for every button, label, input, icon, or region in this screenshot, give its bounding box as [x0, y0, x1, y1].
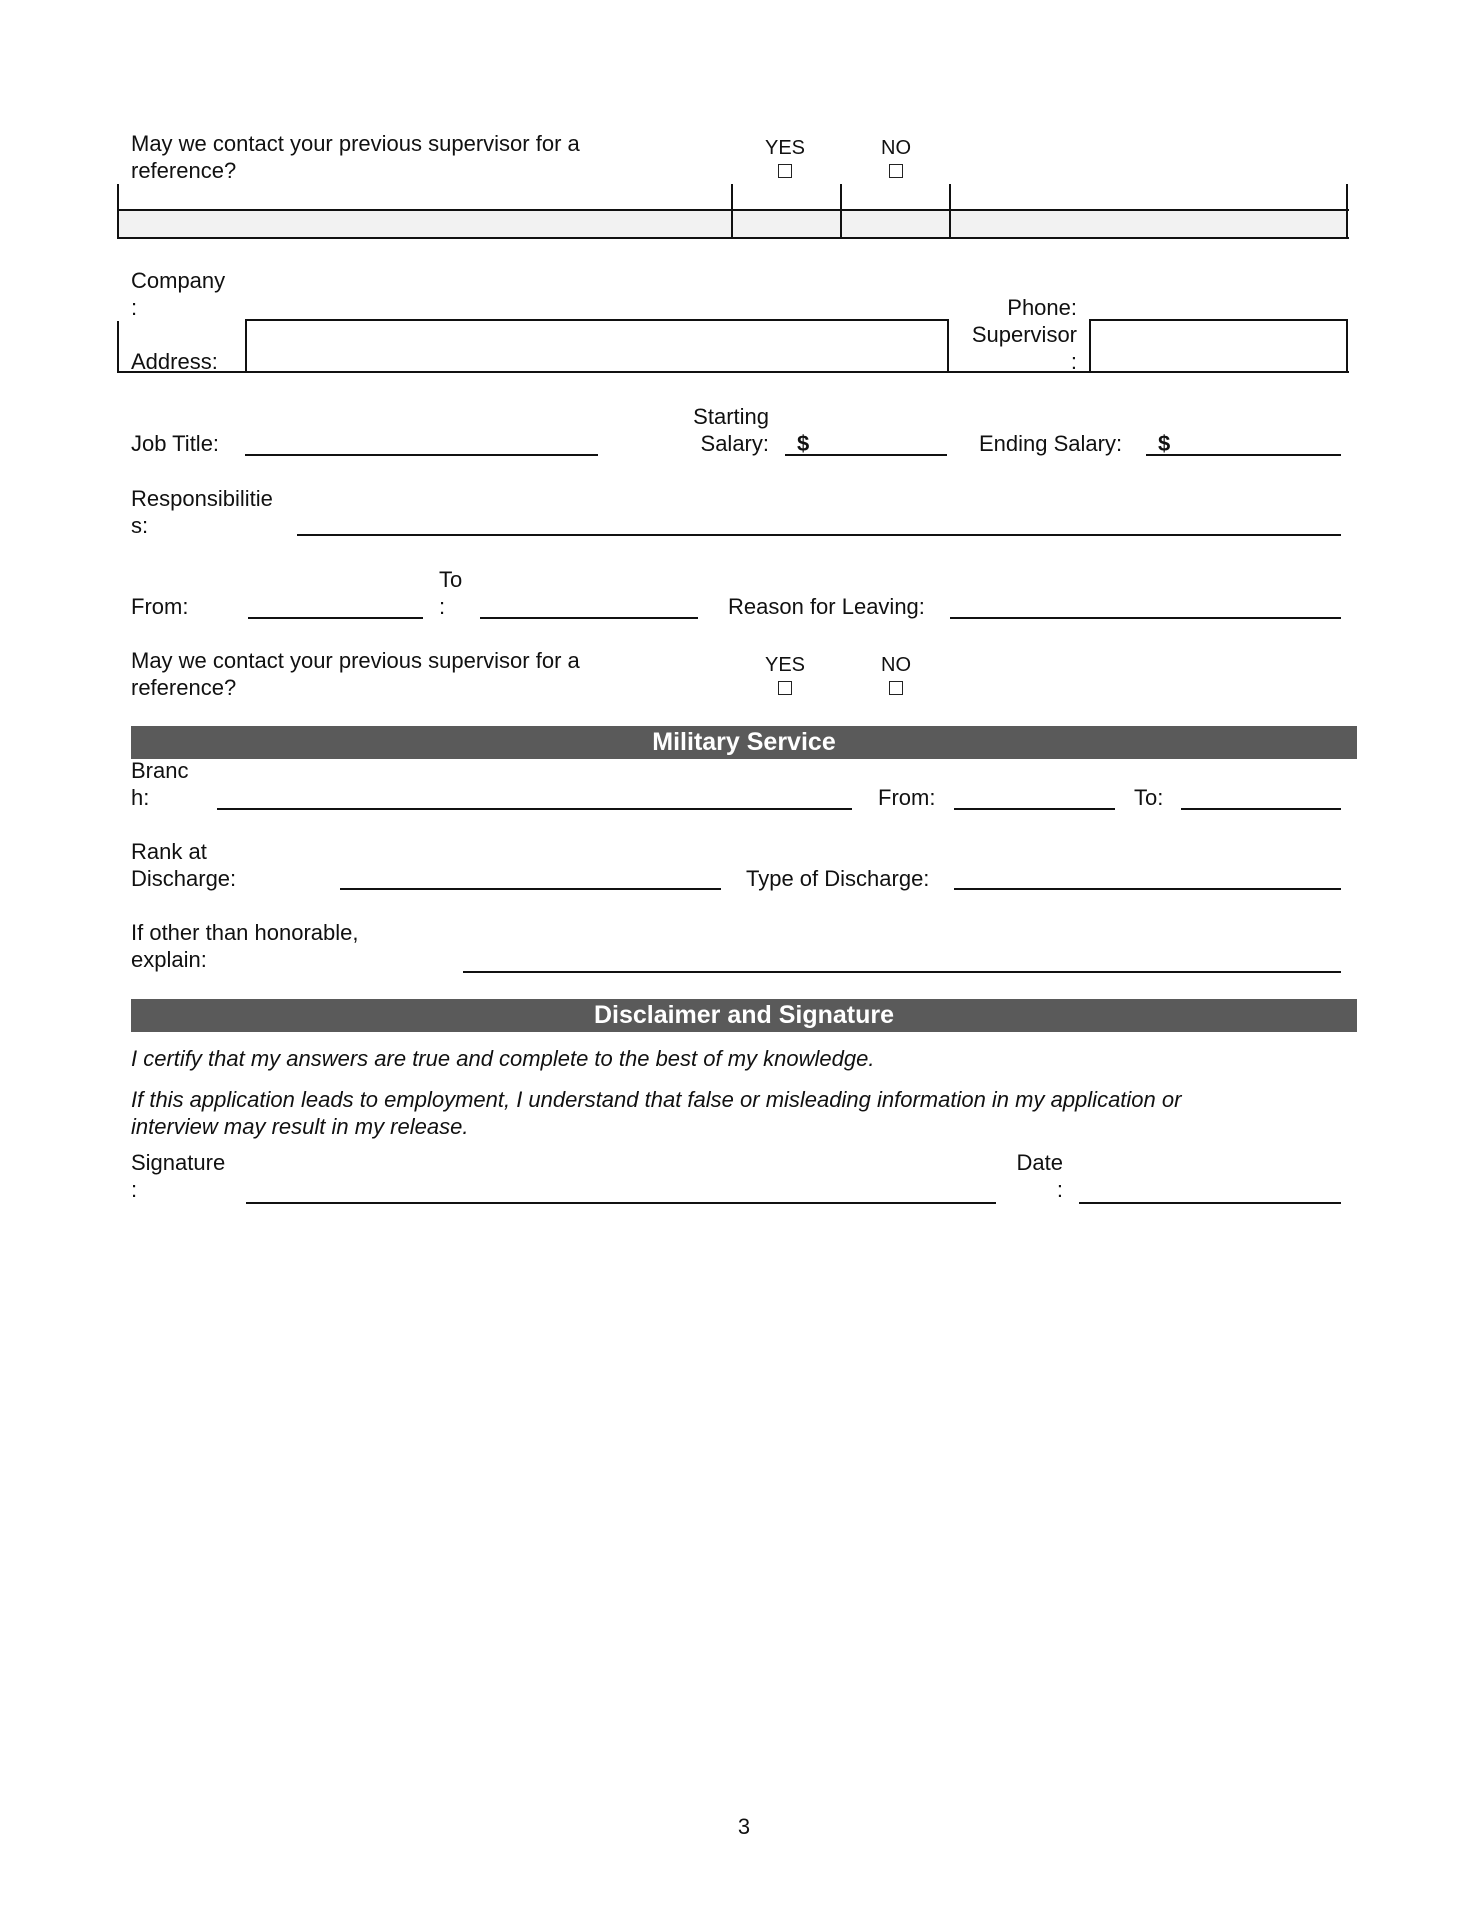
- table-divider: [840, 184, 842, 239]
- military-from-input[interactable]: [954, 808, 1115, 810]
- type-of-discharge-label: Type of Discharge:: [746, 866, 930, 891]
- table-divider: [1346, 184, 1348, 239]
- military-to-input[interactable]: [1181, 808, 1341, 810]
- type-of-discharge-input[interactable]: [954, 888, 1341, 890]
- disclaimer-heading: Disclaimer and Signature: [131, 999, 1357, 1032]
- explain-input[interactable]: [463, 971, 1341, 973]
- signature-input[interactable]: [246, 1202, 996, 1204]
- reason-for-leaving-label: Reason for Leaving:: [728, 594, 925, 619]
- to-label: To :: [439, 567, 463, 619]
- responsibilities-input[interactable]: [297, 534, 1341, 536]
- from-label: From:: [131, 594, 189, 619]
- table-row-shaded: [118, 210, 1348, 237]
- address-row-left-edge: [117, 321, 119, 373]
- branch-label: Branc h:: [131, 758, 189, 810]
- branch-input[interactable]: [217, 808, 852, 810]
- to-input[interactable]: [480, 617, 698, 619]
- table-divider: [117, 184, 119, 239]
- reason-for-leaving-input[interactable]: [950, 617, 1341, 619]
- military-from-label: From:: [878, 785, 936, 810]
- yes-checkbox[interactable]: [778, 164, 792, 178]
- company-label: Company :: [131, 268, 226, 320]
- job-title-label: Job Title:: [131, 431, 220, 456]
- starting-salary-currency: $: [797, 431, 810, 456]
- ending-salary-label: Ending Salary:: [979, 431, 1123, 456]
- military-service-heading: Military Service: [131, 726, 1357, 759]
- explain-label: If other than honorable, explain:: [131, 920, 359, 972]
- certification-statement: I certify that my answers are true and complete to the best of my knowledge.: [131, 1046, 875, 1071]
- yes-label: YES: [764, 654, 806, 676]
- table-rule-bottom: [117, 237, 1349, 239]
- page-number: 3: [737, 1814, 751, 1839]
- supervisor-label: Supervisor :: [971, 322, 1077, 374]
- release-statement: If this application leads to employment, I understand that false or misleading information in my application or interview may result in my release.: [131, 1087, 1182, 1139]
- table-divider: [949, 184, 951, 239]
- ending-salary-currency: $: [1158, 431, 1171, 456]
- date-input[interactable]: [1079, 1202, 1341, 1204]
- yes-checkbox[interactable]: [778, 681, 792, 695]
- table-rule-top: [117, 209, 1349, 211]
- reference-question-label: May we contact your previous supervisor for a reference?: [131, 131, 580, 183]
- no-label: NO: [881, 137, 911, 159]
- ending-salary-input[interactable]: [1146, 454, 1341, 456]
- reference-question-label: May we contact your previous supervisor for a reference?: [131, 648, 580, 700]
- address-row-divider: [947, 319, 949, 373]
- rank-at-discharge-input[interactable]: [340, 888, 721, 890]
- starting-salary-label: Starting Salary:: [693, 404, 769, 456]
- no-label: NO: [881, 654, 911, 676]
- yes-label: YES: [764, 137, 806, 159]
- address-input[interactable]: [245, 319, 949, 373]
- date-label: Date :: [1016, 1150, 1063, 1202]
- from-input[interactable]: [248, 617, 423, 619]
- responsibilities-label: Responsibilitie s:: [131, 486, 273, 538]
- table-divider: [731, 184, 733, 239]
- no-checkbox[interactable]: [889, 681, 903, 695]
- no-checkbox[interactable]: [889, 164, 903, 178]
- signature-label: Signature :: [131, 1150, 226, 1202]
- supervisor-input[interactable]: [1089, 319, 1348, 373]
- address-label: Address:: [131, 349, 218, 374]
- rank-at-discharge-label: Rank at Discharge:: [131, 839, 237, 891]
- job-title-input[interactable]: [245, 454, 598, 456]
- phone-label: Phone:: [1007, 295, 1077, 320]
- military-to-label: To:: [1134, 785, 1164, 810]
- starting-salary-input[interactable]: [785, 454, 947, 456]
